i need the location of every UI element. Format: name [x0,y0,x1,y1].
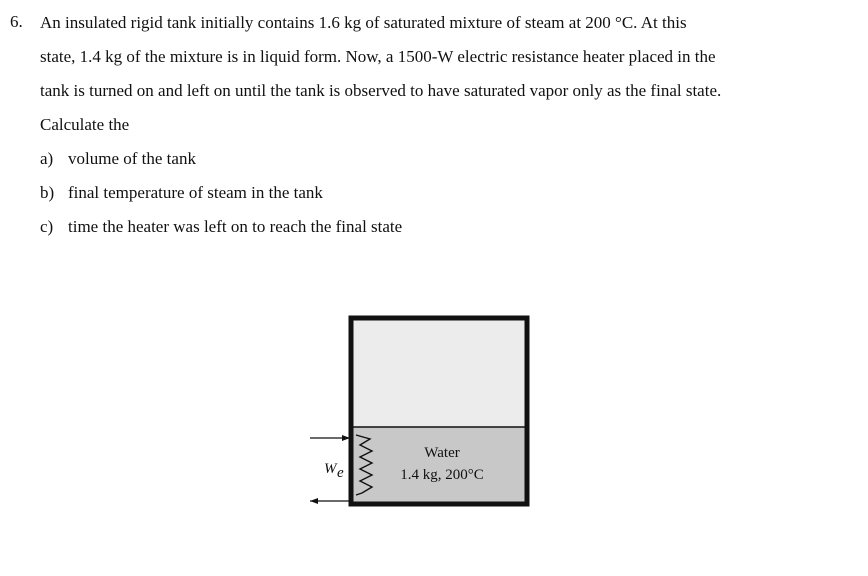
vapor-region [352,319,526,427]
question-marker: c) [40,217,54,236]
work-symbol: W [324,461,337,477]
question-item-b [40,182,323,204]
question-marker: a) [40,149,54,168]
work-subscript: e [337,465,344,481]
question-item-a [40,148,196,170]
liquid-region [352,427,526,503]
statement-line-4: Calculate the [40,115,130,134]
statement-line-2: state, 1.4 kg of the mixture is in liquid form. Now, a 1500-W electric resistance heater placed in the [40,47,716,66]
question-text: time the heater was left on to reach the final state [68,217,403,236]
statement-line-3: tank is turned on and left on until the tank is observed to have saturated vapor only as the final state. [40,81,722,100]
arrow-left-icon [310,498,318,504]
question-marker: b) [40,183,55,202]
question-text: final temperature of steam in the tank [68,183,323,202]
liquid-label: Water [424,445,460,461]
tank-diagram [300,305,560,515]
question-text: volume of the tank [68,149,196,168]
problem-number: 6. [10,12,23,31]
statement-line-1: An insulated rigid tank initially contains 1.6 kg of saturated mixture of steam at 200 °C. At this [40,13,687,32]
question-item-c [40,216,402,238]
liquid-state-label: 1.4 kg, 200°C [400,467,484,483]
tank-figure [300,305,560,515]
